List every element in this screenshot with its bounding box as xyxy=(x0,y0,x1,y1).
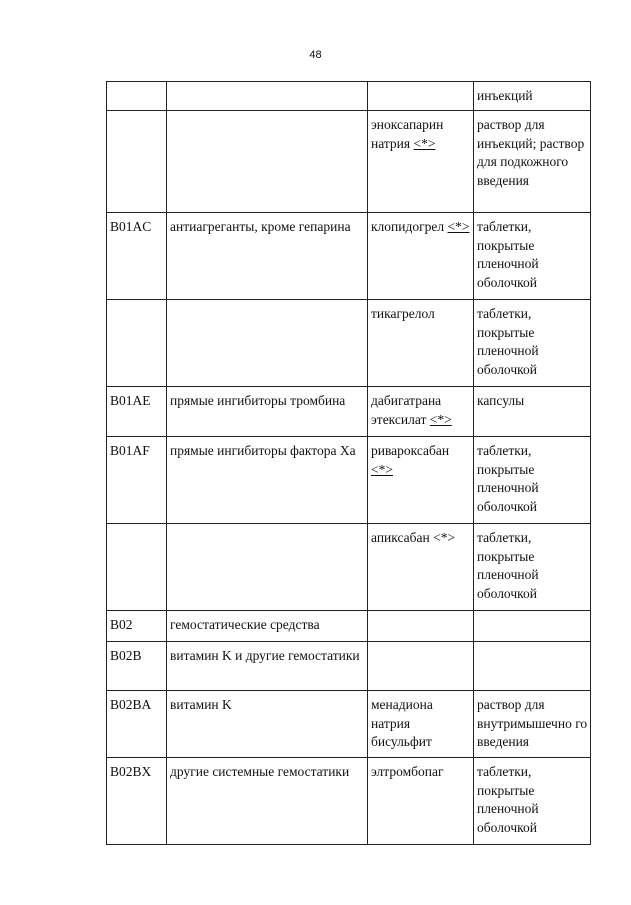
atc-code-cell: B02BX xyxy=(107,758,167,845)
group-cell xyxy=(167,111,368,213)
dosage-form-cell: таблетки, покрытые пленочной оболочкой xyxy=(474,524,591,611)
group-cell: антиагреганты, кроме гепарина xyxy=(167,213,368,300)
group-cell: другие системные гемостатики xyxy=(167,758,368,845)
drug-note-mark: <*> xyxy=(447,219,470,234)
dosage-form-cell: таблетки, покрытые пленочной оболочкой xyxy=(474,300,591,387)
drug-name: дабигатрана этексилат xyxy=(371,393,442,427)
group-cell: прямые ингибиторы фактора Xa xyxy=(167,437,368,524)
dosage-form-cell xyxy=(474,642,591,691)
dosage-form-cell: раствор для инъекций; раствор для подкожного введения xyxy=(474,111,591,213)
drug-note-mark: <*> xyxy=(413,135,436,151)
dosage-form-cell xyxy=(474,611,591,642)
table-row xyxy=(107,111,591,213)
table-row xyxy=(107,300,591,387)
atc-code-cell: B01AE xyxy=(107,387,167,437)
table-row xyxy=(107,691,591,758)
drug-name-cell xyxy=(368,300,474,387)
drug-note-mark: <*> xyxy=(433,530,456,545)
drug-name-cell xyxy=(368,111,474,213)
atc-code-cell xyxy=(107,111,167,213)
drug-name: элтромбопаг xyxy=(371,764,444,779)
drug-name-cell xyxy=(368,387,474,437)
drug-name-cell xyxy=(368,691,474,758)
atc-code-cell: B01AF xyxy=(107,437,167,524)
dosage-form-cell: капсулы xyxy=(474,387,591,437)
drug-name: апиксабан xyxy=(371,530,430,545)
table-row xyxy=(107,642,591,691)
drug-name-cell xyxy=(368,524,474,611)
atc-code-cell xyxy=(107,524,167,611)
drug-name-cell xyxy=(368,82,474,111)
group-cell xyxy=(167,300,368,387)
atc-code-cell xyxy=(107,82,167,111)
table-row xyxy=(107,387,591,437)
dosage-form-cell: инъекций xyxy=(474,82,591,111)
dosage-form-cell: таблетки, покрытые пленочной оболочкой xyxy=(474,758,591,845)
drug-name-cell xyxy=(368,758,474,845)
atc-code-cell: B02BA xyxy=(107,691,167,758)
drug-name-cell xyxy=(368,437,474,524)
group-cell: витамин K xyxy=(167,691,368,758)
drug-name: клопидогрел xyxy=(371,219,445,234)
group-cell xyxy=(167,524,368,611)
page-number: 48 xyxy=(309,49,322,61)
dosage-form-cell: таблетки, покрытые пленочной оболочкой xyxy=(474,437,591,524)
table-row xyxy=(107,213,591,300)
drug-name: ривароксабан xyxy=(371,443,450,458)
table-row xyxy=(107,611,591,642)
dosage-form-cell: раствор для внутримышечно го введения xyxy=(474,691,591,758)
atc-code-cell xyxy=(107,300,167,387)
table-row xyxy=(107,82,591,111)
dosage-form-cell: таблетки, покрытые пленочной оболочкой xyxy=(474,213,591,300)
drug-note-mark: <*> xyxy=(429,411,452,427)
drug-name: тикагрелол xyxy=(371,306,435,321)
atc-code-cell: B02B xyxy=(107,642,167,691)
table-row xyxy=(107,758,591,845)
drug-note-mark: <*> xyxy=(371,461,393,477)
drug-name-cell xyxy=(368,213,474,300)
drug-name: менадиона натрия бисульфит xyxy=(371,697,433,749)
drug-name: эноксапарин натрия xyxy=(371,117,444,151)
atc-code-cell: B02 xyxy=(107,611,167,642)
group-cell: гемостатические средства xyxy=(167,611,368,642)
table-row xyxy=(107,524,591,611)
group-cell: прямые ингибиторы тромбина xyxy=(167,387,368,437)
drug-table xyxy=(106,81,591,845)
group-cell: витамин K и другие гемостатики xyxy=(167,642,368,691)
group-cell xyxy=(167,82,368,111)
drug-name-cell xyxy=(368,611,474,642)
atc-code-cell: B01AC xyxy=(107,213,167,300)
drug-name-cell xyxy=(368,642,474,691)
table-row xyxy=(107,437,591,524)
